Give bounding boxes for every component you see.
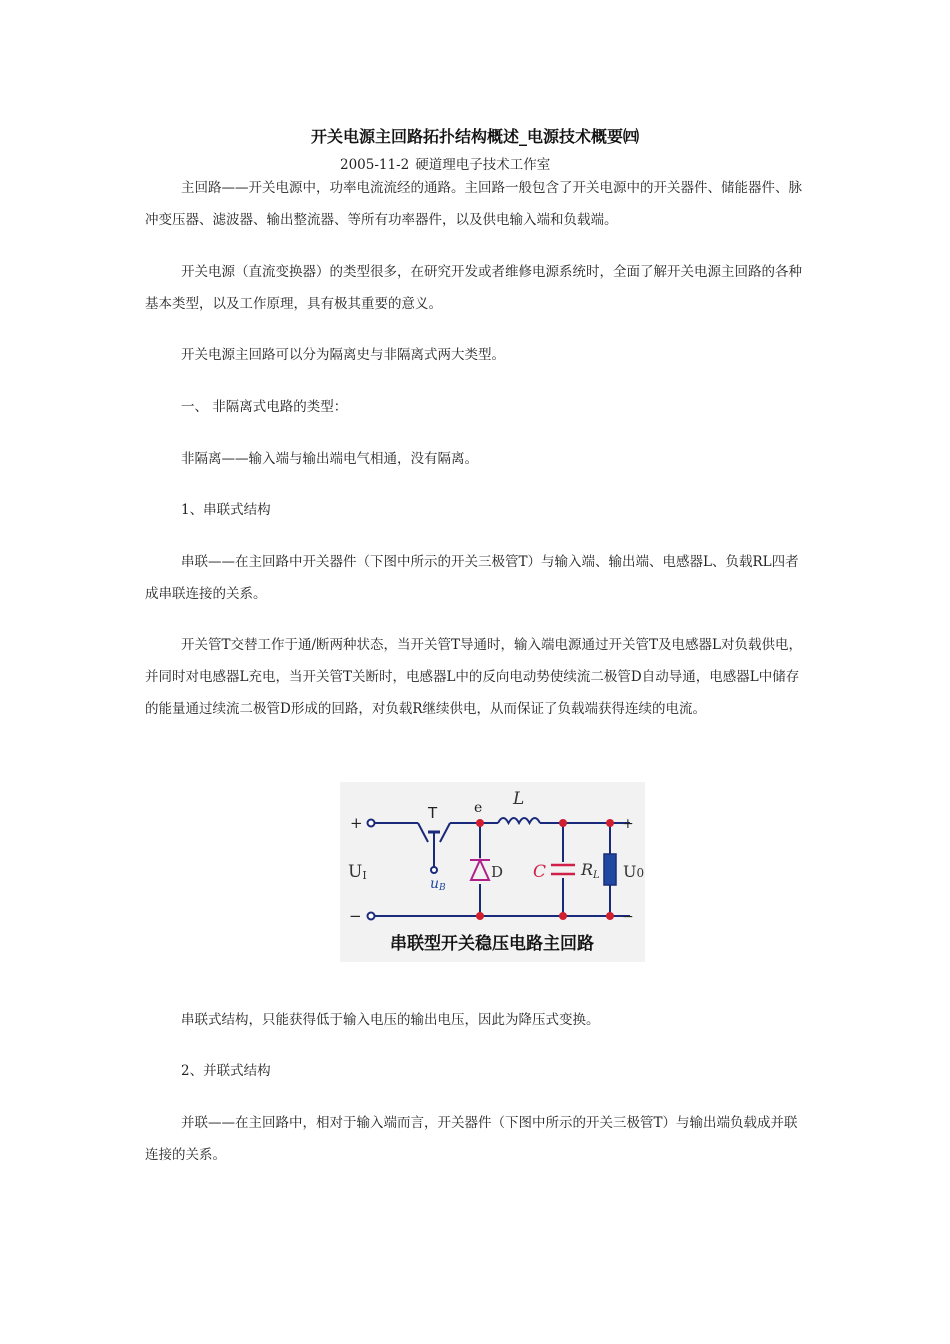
paragraph-series-operation: 开关管T交替工作于通/断两种状态，当开关管T导通时，输入端电源通过开关管T及电感器L对负载供电，并同时对电感器L充电，当开关管T关断时，电感器L中的反向电动势使续流二极管D自动导通，电感器L中储存的能量通过续流二极管D形成的回路，对负载R继续供电，从而保证了负载端获得连续的电流。: [145, 637, 803, 717]
document-title: 开关电源主回路拓扑结构概述_电源技术概要㈣: [310, 127, 639, 146]
base-terminal: [431, 867, 437, 873]
node-cap-bottom: [559, 912, 567, 920]
publish-date: 2005-11-2: [340, 157, 410, 173]
paragraph-series-conclusion: 串联式结构，只能获得低于输入电压的输出电压，因此为降压式变换。: [181, 1012, 600, 1028]
paragraph-main-circuit: 主回路——开关电源中，功率电流流经的通路。主回路一般包含了开关电源中的开关器件、储能器件、脉冲变压器、滤波器、输出整流器、等所有功率器件，以及供电输入端和负载端。: [145, 180, 802, 228]
heading-non-isolated: 一、 非隔离式电路的类型：: [181, 399, 348, 415]
paragraph-types-intro: 开关电源（直流变换器）的类型很多，在研究开发或者维修电源系统时，全面了解开关电源主回路的各种基本类型，以及工作原理，具有极其重要的意义。: [145, 264, 802, 312]
label-u-in: UI: [348, 862, 367, 882]
label-u-out: U0: [623, 862, 645, 881]
paragraph-series-def: 串联——在主回路中开关器件（下图中所示的开关三极管T）与输入端、输出端、电感器L、负载RL四者成串联连接的关系。: [145, 554, 799, 602]
label-plus-out: +: [622, 816, 634, 832]
paragraph-parallel-def: 并联——在主回路中，相对于输入端而言，开关器件（下图中所示的开关三极管T）与输出端负载成并联连接的关系。: [145, 1115, 798, 1163]
circuit-figure: [340, 782, 645, 962]
heading-parallel: 2、并联式结构: [181, 1063, 271, 1079]
node-res-bottom: [606, 912, 614, 920]
input-minus-terminal: [368, 913, 375, 920]
input-plus-terminal: [368, 820, 375, 827]
node-cap-top: [559, 819, 567, 827]
diode-symbol: [470, 858, 490, 884]
node-diode-bottom: [476, 912, 484, 920]
label-diode: D: [491, 863, 504, 881]
heading-series: 1、串联式结构: [181, 502, 271, 518]
label-plus-in: +: [350, 814, 363, 832]
capacitor-symbol: [550, 862, 576, 878]
node-e-dot: [476, 819, 484, 827]
paragraph-non-isolated-def: 非隔离——输入端与输出端电气相通，没有隔离。: [181, 451, 478, 467]
figure-caption: 串联型开关稳压电路主回路: [390, 934, 594, 954]
byline: [340, 153, 550, 173]
label-capacitor: C: [533, 862, 547, 882]
label-minus-in: −: [349, 907, 362, 925]
node-res-top: [606, 819, 614, 827]
author-name: 硬道理电子技术工作室: [415, 157, 551, 173]
label-minus-out: −: [622, 909, 634, 925]
buck-circuit-diagram: [340, 782, 645, 962]
paragraph-classification: 开关电源主回路可以分为隔离史与非隔离式两大类型。: [181, 347, 505, 363]
label-inductor: L: [513, 789, 525, 809]
label-base: uB: [430, 876, 446, 893]
label-resistor: RL: [581, 860, 600, 881]
resistor-symbol: [604, 854, 616, 885]
label-transistor: T: [428, 804, 438, 822]
label-node-e: e: [474, 800, 483, 816]
